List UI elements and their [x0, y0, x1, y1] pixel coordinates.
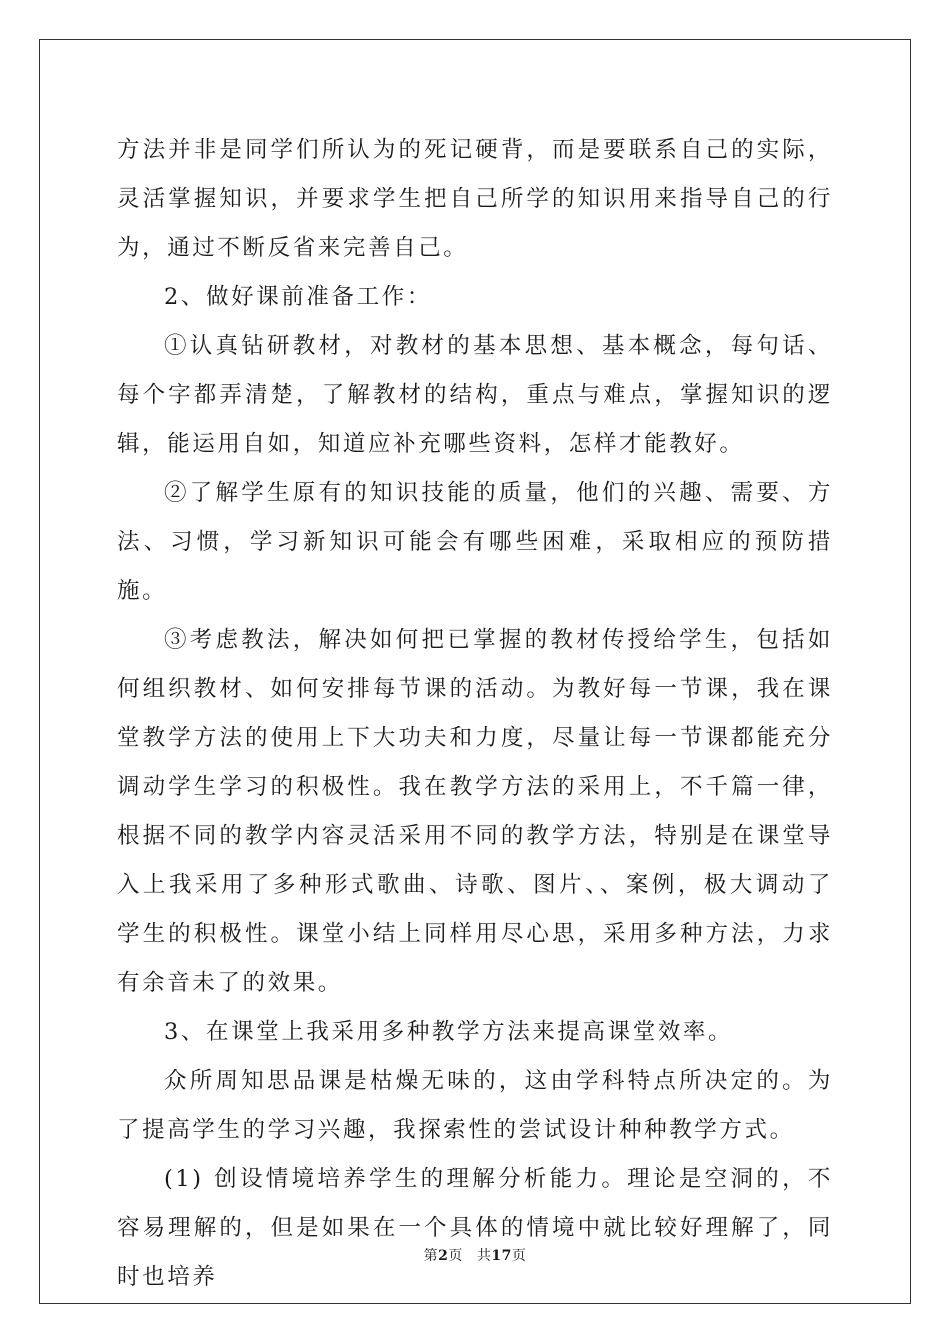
- total-suffix: 页: [511, 1248, 527, 1264]
- paragraph-sub-item-1: (1) 创设情境培养学生的理解分析能力。理论是空洞的，不容易理解的，但是如果在一个具体的情境中就比较好理解了，同时也培养: [117, 1166, 833, 1290]
- total-pages: 17: [491, 1248, 512, 1264]
- document-body: [117, 126, 833, 1302]
- paragraph-intro: 众所周知思品课是枯燥无味的，这由学科特点所决定的。为了提高学生的学习兴趣，我探索性的尝试设计种种教学方式。: [117, 1068, 833, 1143]
- page-footer: [0, 1246, 950, 1266]
- page-number: 2: [438, 1248, 449, 1264]
- paragraph-item-2: ②了解学生原有的知识技能的质量，他们的兴趣、需要、方法、习惯，学习新知识可能会有哪些困难，采取相应的预防措施。: [117, 480, 833, 604]
- page-prefix: 第: [423, 1248, 439, 1264]
- paragraph-item-3: ③考虑教法，解决如何把已掌握的教材传授给学生，包括如何组织教材、如何安排每节课的活动。为教好每一节课，我在课堂教学方法的使用上下大功夫和力度，尽量让每一节课都能充分调动学生学习的积极性。我在教学方法的采用上，不千篇一律，根据不同的教学内容灵活采用不同的教学方法，特别是在课堂导入上我采用了多种形式歌曲、诗歌、图片、、案例，极大调动了学生的积极性。课堂小结上同样用尽心思，采用多种方法，力求有余音未了的效果。: [117, 627, 833, 996]
- paragraph-heading-3: 3、在课堂上我采用多种教学方法来提高课堂效率。: [164, 1019, 734, 1045]
- paragraph-heading-2: 2、做好课前准备工作：: [164, 284, 432, 310]
- total-prefix: 共: [476, 1248, 492, 1264]
- paragraph-item-1: ①认真钻研教材，对教材的基本思想、基本概念，每句话、每个字都弄清楚，了解教材的结构，重点与难点，掌握知识的逻辑，能运用自如，知道应补充哪些资料，怎样才能教好。: [117, 333, 833, 457]
- paragraph-continuation: 方法并非是同学们所认为的死记硬背，而是要联系自己的实际，灵活掌握知识，并要求学生把自己所学的知识用来指导自己的行为，通过不断反省来完善自己。: [117, 137, 833, 261]
- page-suffix: 页: [448, 1248, 463, 1264]
